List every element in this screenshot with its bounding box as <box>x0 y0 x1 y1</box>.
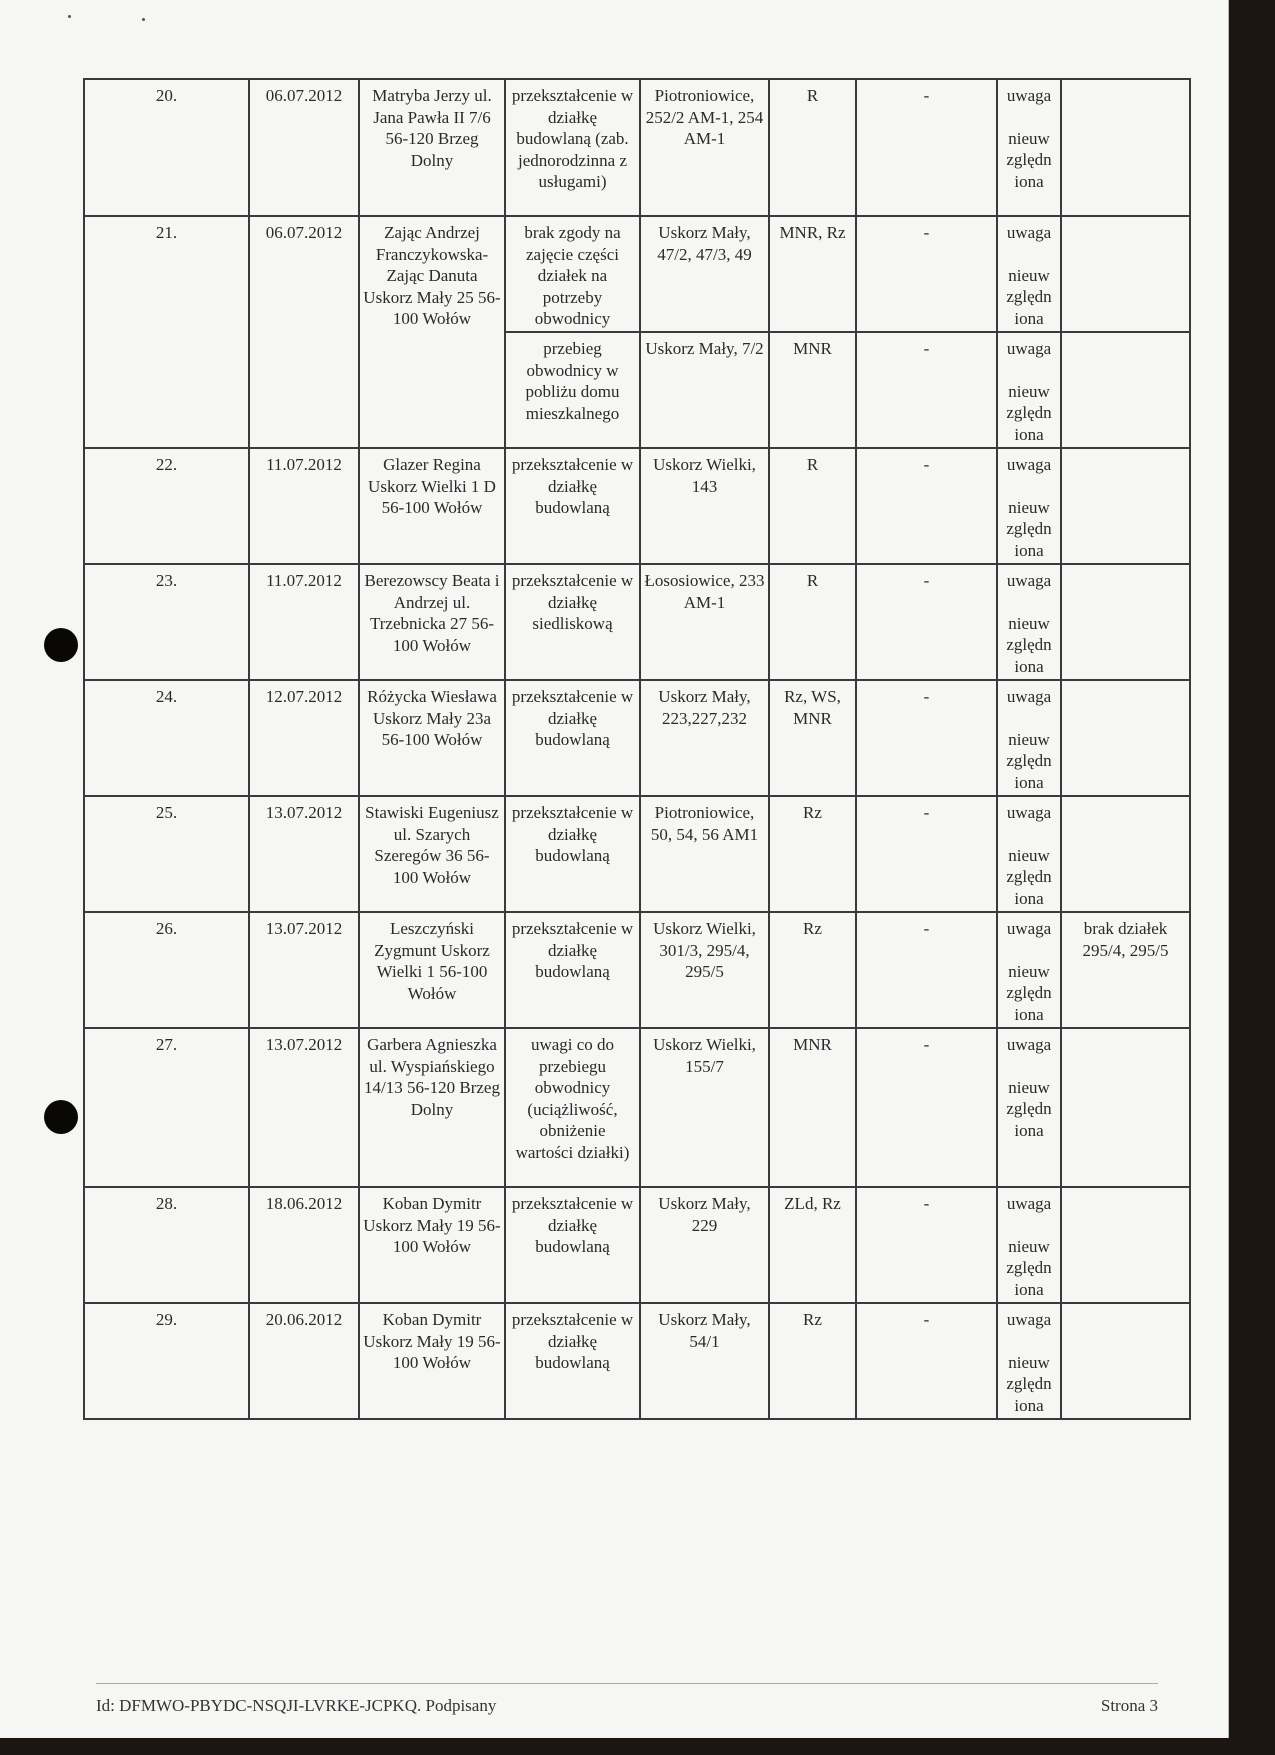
lp-cell: 24. <box>84 680 249 796</box>
designation-cell: R <box>769 564 856 680</box>
table-row <box>84 79 1190 216</box>
content-cell: przekształcenie w działkę budowlaną <box>505 796 640 912</box>
remark-outcome: nieuw zględn iona <box>1006 265 1052 328</box>
remark-outcome: nieuw zględn iona <box>1006 381 1052 444</box>
remark-status: uwaga <box>1006 1194 1052 1213</box>
designation-cell: Rz <box>769 912 856 1028</box>
remark-outcome: nieuw zględn iona <box>1006 729 1052 792</box>
designation-cell: Rz, WS, MNR <box>769 680 856 796</box>
remark-cell <box>997 216 1061 332</box>
plot-cell: Uskorz Wielki, 301/3, 295/4, 295/5 <box>640 912 769 1028</box>
designation-cell: Rz <box>769 796 856 912</box>
date-cell: 13.07.2012 <box>249 796 359 912</box>
remark-outcome: nieuw zględn iona <box>1006 845 1052 908</box>
plot-cell: Uskorz Mały, 54/1 <box>640 1303 769 1419</box>
decision-cell: - <box>856 680 997 796</box>
remark-cell <box>997 564 1061 680</box>
lp-cell: 28. <box>84 1187 249 1303</box>
content-cell: przebieg obwodnicy w pobliżu domu mieszkalnego <box>505 332 640 448</box>
decision-cell: - <box>856 79 997 216</box>
remark-cell <box>997 1187 1061 1303</box>
content-cell: uwagi co do przebiegu obwodnicy (uciążliwość, obniżenie wartości działki) <box>505 1028 640 1187</box>
table-row <box>84 1303 1190 1419</box>
remark-outcome: nieuw zględn iona <box>1006 128 1052 191</box>
date-cell: 13.07.2012 <box>249 912 359 1028</box>
punch-hole <box>44 1100 78 1134</box>
page-number: Strona 3 <box>1100 1696 1158 1715</box>
designation-cell: MNR <box>769 332 856 448</box>
lp-cell: 22. <box>84 448 249 564</box>
lp-cell: 27. <box>84 1028 249 1187</box>
remark-cell <box>997 332 1061 448</box>
table-row <box>84 1028 1190 1187</box>
content-cell: przekształcenie w działkę siedliskową <box>505 564 640 680</box>
decision-cell: - <box>856 912 997 1028</box>
date-cell: 20.06.2012 <box>249 1303 359 1419</box>
date-cell: 11.07.2012 <box>249 448 359 564</box>
applicant-cell: Koban Dymitr Uskorz Mały 19 56-100 Wołów <box>359 1187 505 1303</box>
remark-outcome: nieuw zględn iona <box>1006 1236 1052 1299</box>
applicant-cell: Koban Dymitr Uskorz Mały 19 56-100 Wołów <box>359 1303 505 1419</box>
table-row <box>84 564 1190 680</box>
remark-status: uwaga <box>1006 223 1052 242</box>
decision-cell: - <box>856 448 997 564</box>
scan-border <box>0 1738 1275 1755</box>
notes-cell <box>1061 680 1190 796</box>
notes-cell <box>1061 216 1190 332</box>
table-row <box>84 680 1190 796</box>
remark-cell <box>997 680 1061 796</box>
table-body <box>84 79 1190 1419</box>
lp-cell: 26. <box>84 912 249 1028</box>
scan-border <box>1229 0 1275 1738</box>
notes-cell <box>1061 1303 1190 1419</box>
decision-cell: - <box>856 216 997 332</box>
notes-cell <box>1061 796 1190 912</box>
date-cell: 18.06.2012 <box>249 1187 359 1303</box>
remark-cell <box>997 912 1061 1028</box>
remark-status: uwaga <box>1006 919 1052 938</box>
decision-cell: - <box>856 1187 997 1303</box>
plot-cell: Uskorz Mały, 229 <box>640 1187 769 1303</box>
lp-cell: 25. <box>84 796 249 912</box>
content-cell: przekształcenie w działkę budowlaną (zab. jednorodzinna z usługami) <box>505 79 640 216</box>
plot-cell: Uskorz Mały, 47/2, 47/3, 49 <box>640 216 769 332</box>
applicant-cell: Berezowscy Beata i Andrzej ul. Trzebnicka 27 56-100 Wołów <box>359 564 505 680</box>
lp-cell: 29. <box>84 1303 249 1419</box>
remark-cell <box>997 796 1061 912</box>
notes-cell <box>1061 79 1190 216</box>
date-cell: 13.07.2012 <box>249 1028 359 1187</box>
remark-outcome: nieuw zględn iona <box>1006 1077 1052 1140</box>
date-cell: 06.07.2012 <box>249 216 359 448</box>
applicant-cell: Różycka Wiesława Uskorz Mały 23a 56-100 Wołów <box>359 680 505 796</box>
remark-outcome: nieuw zględn iona <box>1006 1352 1052 1415</box>
table-row <box>84 216 1190 332</box>
remark-outcome: nieuw zględn iona <box>1006 613 1052 676</box>
notes-cell: brak działek 295/4, 295/5 <box>1061 912 1190 1028</box>
remark-outcome: nieuw zględn iona <box>1006 497 1052 560</box>
remark-status: uwaga <box>1006 1035 1052 1054</box>
designation-cell: MNR <box>769 1028 856 1187</box>
content-cell: przekształcenie w działkę budowlaną <box>505 1303 640 1419</box>
decision-cell: - <box>856 1028 997 1187</box>
plot-cell: Piotroniowice, 50, 54, 56 AM1 <box>640 796 769 912</box>
decision-cell: - <box>856 564 997 680</box>
date-cell: 11.07.2012 <box>249 564 359 680</box>
notes-cell <box>1061 1028 1190 1187</box>
remark-status: uwaga <box>1006 687 1052 706</box>
content-cell: przekształcenie w działkę budowlaną <box>505 448 640 564</box>
remark-status: uwaga <box>1006 86 1052 105</box>
remark-status: uwaga <box>1006 1310 1052 1329</box>
notes-cell <box>1061 448 1190 564</box>
applicant-cell: Matryba Jerzy ul. Jana Pawła II 7/6 56-120 Brzeg Dolny <box>359 79 505 216</box>
content-cell: przekształcenie w działkę budowlaną <box>505 912 640 1028</box>
plot-cell: Łososiowice, 233 AM-1 <box>640 564 769 680</box>
table-row <box>84 912 1190 1028</box>
remark-cell <box>997 448 1061 564</box>
decision-cell: - <box>856 796 997 912</box>
applicant-cell: Glazer Regina Uskorz Wielki 1 D 56-100 Wołów <box>359 448 505 564</box>
scan-speck <box>142 18 145 21</box>
remark-status: uwaga <box>1006 803 1052 822</box>
page-footer <box>96 1683 1158 1716</box>
content-cell: przekształcenie w działkę budowlaną <box>505 680 640 796</box>
table-row <box>84 448 1190 564</box>
remark-status: uwaga <box>1006 339 1052 358</box>
content-cell: brak zgody na zajęcie części działek na potrzeby obwodnicy <box>505 216 640 332</box>
decision-cell: - <box>856 332 997 448</box>
designation-cell: ZLd, Rz <box>769 1187 856 1303</box>
table-row <box>84 796 1190 912</box>
applicant-cell: Garbera Agnieszka ul. Wyspiańskiego 14/13 56-120 Brzeg Dolny <box>359 1028 505 1187</box>
content-cell: przekształcenie w działkę budowlaną <box>505 1187 640 1303</box>
decision-cell: - <box>856 1303 997 1419</box>
notes-cell <box>1061 332 1190 448</box>
remark-status: uwaga <box>1006 571 1052 590</box>
remark-cell <box>997 1303 1061 1419</box>
plot-cell: Uskorz Mały, 7/2 <box>640 332 769 448</box>
remark-status: uwaga <box>1006 455 1052 474</box>
remark-cell <box>997 79 1061 216</box>
remark-outcome: nieuw zględn iona <box>1006 961 1052 1024</box>
designation-cell: R <box>769 79 856 216</box>
applicant-cell: Zając Andrzej Franczykowska-Zając Danuta Uskorz Mały 25 56-100 Wołów <box>359 216 505 448</box>
designation-cell: R <box>769 448 856 564</box>
applicant-cell: Stawiski Eugeniusz ul. Szarych Szeregów 36 56-100 Wołów <box>359 796 505 912</box>
remark-cell <box>997 1028 1061 1187</box>
plot-cell: Uskorz Wielki, 143 <box>640 448 769 564</box>
document-id: Id: DFMWO-PBYDC-NSQJI-LVRKE-JCPKQ. Podpisany <box>96 1696 497 1715</box>
applicant-cell: Leszczyński Zygmunt Uskorz Wielki 1 56-100 Wołów <box>359 912 505 1028</box>
plot-cell: Uskorz Wielki, 155/7 <box>640 1028 769 1187</box>
designation-cell: MNR, Rz <box>769 216 856 332</box>
lp-cell: 23. <box>84 564 249 680</box>
date-cell: 12.07.2012 <box>249 680 359 796</box>
designation-cell: Rz <box>769 1303 856 1419</box>
comments-table <box>83 78 1191 1420</box>
notes-cell <box>1061 564 1190 680</box>
lp-cell: 21. <box>84 216 249 448</box>
notes-cell <box>1061 1187 1190 1303</box>
lp-cell: 20. <box>84 79 249 216</box>
punch-hole <box>44 628 78 662</box>
plot-cell: Uskorz Mały, 223,227,232 <box>640 680 769 796</box>
scan-speck <box>68 15 71 18</box>
table-row <box>84 1187 1190 1303</box>
plot-cell: Piotroniowice, 252/2 AM-1, 254 AM-1 <box>640 79 769 216</box>
date-cell: 06.07.2012 <box>249 79 359 216</box>
